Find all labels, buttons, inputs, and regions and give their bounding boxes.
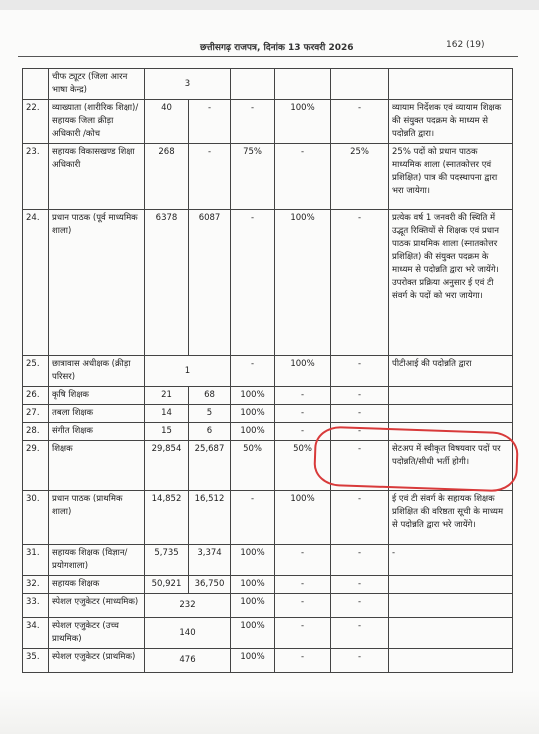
cell-c4: - <box>275 423 331 441</box>
cell-sn: 25. <box>23 356 49 387</box>
cell-c5: - <box>331 491 389 545</box>
table-row <box>23 356 513 387</box>
cell-c1: 6378 <box>145 210 189 356</box>
cell-c2: - <box>189 100 231 144</box>
cell-c5: - <box>331 405 389 423</box>
cell-remarks: ई एवं टी संवर्ग के सहायक शिक्षक प्रशिक्षित की वरिष्ठता सूची के माध्यम से पदोन्नति द्वारा भरे जायेंगे। <box>389 491 513 545</box>
cell-sn <box>23 69 49 100</box>
cell-c1: 3 <box>145 69 231 100</box>
table-row <box>23 144 513 210</box>
cell-c4: - <box>275 387 331 405</box>
cell-post: व्याख्याता (शारीरिक शिक्षा)/ सहायक जिला क्रीड़ा अधिकारी /कोच <box>49 100 145 144</box>
cell-remarks <box>389 423 513 441</box>
cell-c4: - <box>275 405 331 423</box>
cell-remarks <box>389 69 513 100</box>
cell-sn: 24. <box>23 210 49 356</box>
cell-c1: 268 <box>145 144 189 210</box>
cell-c3: - <box>231 356 275 387</box>
page-top-edge <box>0 0 539 10</box>
page-number: 162 (19) <box>446 40 485 50</box>
cell-c4: - <box>275 144 331 210</box>
cell-post: तबला शिक्षक <box>49 405 145 423</box>
cell-c4: 100% <box>275 491 331 545</box>
cell-c1: 14,852 <box>145 491 189 545</box>
table-row <box>23 100 513 144</box>
cell-c4: 100% <box>275 100 331 144</box>
posts-table <box>22 68 513 673</box>
cell-post: सहायक शिक्षक <box>49 576 145 594</box>
cell-post: सहायक शिक्षक (विज्ञान/ प्रयोगशाला) <box>49 545 145 576</box>
cell-sn: 31. <box>23 545 49 576</box>
cell-c3: 100% <box>231 405 275 423</box>
cell-c1: 50,921 <box>145 576 189 594</box>
cell-sn: 26. <box>23 387 49 405</box>
cell-c1: 140 <box>145 618 231 649</box>
cell-sn: 33. <box>23 594 49 618</box>
cell-c1: 476 <box>145 649 231 673</box>
table-row <box>23 618 513 649</box>
cell-post: स्पेशल एजुकेटर (उच्च प्राथमिक) <box>49 618 145 649</box>
cell-c1: 14 <box>145 405 189 423</box>
cell-c1: 5,735 <box>145 545 189 576</box>
table-row <box>23 545 513 576</box>
cell-c4: 100% <box>275 210 331 356</box>
cell-c1: 21 <box>145 387 189 405</box>
cell-c3: 50% <box>231 441 275 491</box>
cell-remarks <box>389 405 513 423</box>
table-row <box>23 649 513 673</box>
cell-c3: - <box>231 491 275 545</box>
cell-remarks <box>389 576 513 594</box>
cell-c5: - <box>331 576 389 594</box>
page-bottom-margin <box>0 690 539 734</box>
cell-sn: 34. <box>23 618 49 649</box>
cell-remarks <box>389 387 513 405</box>
cell-c5: - <box>331 545 389 576</box>
cell-remarks: - <box>389 545 513 576</box>
cell-sn: 28. <box>23 423 49 441</box>
cell-c3: 100% <box>231 618 275 649</box>
cell-c2: 68 <box>189 387 231 405</box>
cell-remarks: 25% पदों को प्रधान पाठक माध्यमिक शाला (स्नातकोत्तर एवं प्रशिक्षित) पात्र की पदस्थापना द्वारा भरा जायेगा। <box>389 144 513 210</box>
cell-post: सहायक विकासखण्ड शिक्षा अधिकारी <box>49 144 145 210</box>
cell-c4 <box>275 69 331 100</box>
cell-post: छात्रावास अधीक्षक (क्रीड़ा परिसर) <box>49 356 145 387</box>
table-row <box>23 69 513 100</box>
cell-c1: 15 <box>145 423 189 441</box>
cell-c5 <box>331 69 389 100</box>
cell-post: प्रधान पाठक (प्राथमिक शाला) <box>49 491 145 545</box>
cell-c4: - <box>275 545 331 576</box>
cell-post: चीफ ट्यूटर (जिला आरन भाषा केन्द्र) <box>49 69 145 100</box>
cell-c3: - <box>231 210 275 356</box>
cell-c3 <box>231 69 275 100</box>
cell-c4: - <box>275 618 331 649</box>
gazette-header-title: छत्तीसगढ़ राजपत्र, दिनांक 13 फरवरी 2026 <box>200 43 354 53</box>
cell-post: शिक्षक <box>49 441 145 491</box>
cell-post: प्रधान पाठक (पूर्व माध्यमिक शाला) <box>49 210 145 356</box>
cell-remarks: व्यायाम निर्देशक एवं व्यायाम शिक्षक की संयुक्त पदक्रम के माध्यम से पदोन्नति द्वारा। <box>389 100 513 144</box>
header-divider <box>18 56 518 57</box>
cell-c5: - <box>331 210 389 356</box>
cell-sn: 22. <box>23 100 49 144</box>
table-row <box>23 210 513 356</box>
cell-c4: - <box>275 576 331 594</box>
cell-c3: 100% <box>231 649 275 673</box>
cell-c5: - <box>331 356 389 387</box>
cell-c1: 232 <box>145 594 231 618</box>
cell-c2: 6087 <box>189 210 231 356</box>
cell-sn: 30. <box>23 491 49 545</box>
cell-c2: 6 <box>189 423 231 441</box>
cell-c4: 50% <box>275 441 331 491</box>
cell-c4: - <box>275 649 331 673</box>
cell-c1: 40 <box>145 100 189 144</box>
table-row <box>23 405 513 423</box>
cell-c2: - <box>189 144 231 210</box>
table-row <box>23 387 513 405</box>
cell-c3: 100% <box>231 387 275 405</box>
cell-c2: 16,512 <box>189 491 231 545</box>
cell-post: कृषि शिक्षक <box>49 387 145 405</box>
cell-c5: - <box>331 618 389 649</box>
cell-sn: 32. <box>23 576 49 594</box>
cell-c3: 100% <box>231 545 275 576</box>
cell-c3: 100% <box>231 594 275 618</box>
cell-post: स्पेशल एजुकेटर (प्राथमिक) <box>49 649 145 673</box>
cell-c4: 100% <box>275 356 331 387</box>
cell-c3: 100% <box>231 423 275 441</box>
cell-post: स्पेशल एजुकेटर (माध्यमिक) <box>49 594 145 618</box>
cell-c2: 3,374 <box>189 545 231 576</box>
cell-c3: - <box>231 100 275 144</box>
cell-c2: 36,750 <box>189 576 231 594</box>
cell-c5: 25% <box>331 144 389 210</box>
cell-sn: 27. <box>23 405 49 423</box>
cell-c3: 100% <box>231 576 275 594</box>
cell-c3: 75% <box>231 144 275 210</box>
cell-sn: 35. <box>23 649 49 673</box>
cell-c2: 25,687 <box>189 441 231 491</box>
cell-c5: - <box>331 423 389 441</box>
cell-remarks <box>389 618 513 649</box>
cell-c5: - <box>331 649 389 673</box>
cell-c5: - <box>331 100 389 144</box>
cell-sn: 29. <box>23 441 49 491</box>
cell-sn: 23. <box>23 144 49 210</box>
cell-c5: - <box>331 441 389 491</box>
table-row <box>23 491 513 545</box>
cell-remarks <box>389 594 513 618</box>
cell-post: संगीत शिक्षक <box>49 423 145 441</box>
table-row <box>23 594 513 618</box>
cell-c5: - <box>331 387 389 405</box>
cell-c2: 5 <box>189 405 231 423</box>
cell-c1: 29,854 <box>145 441 189 491</box>
cell-c4: - <box>275 594 331 618</box>
table-row <box>23 423 513 441</box>
table-row <box>23 441 513 491</box>
cell-remarks <box>389 649 513 673</box>
cell-c5: - <box>331 594 389 618</box>
table-row <box>23 576 513 594</box>
cell-remarks: पीटीआई की पदोन्नति द्वारा <box>389 356 513 387</box>
cell-c1: 1 <box>145 356 231 387</box>
cell-remarks: प्रत्येक वर्ष 1 जनवरी की स्थिति में उद्भूत रिक्तियों से शिक्षक एवं प्रधान पाठक प्राथमिक शाला (स्नातकोत्तर प्रशिक्षित) की संयुक्त पदक्रम के माध्यम से पदोन्नति द्वारा भरे जायेंगे। उपरोक्त प्रक्रिया अनुसार ई एवं टी संवर्ग के पदों को भरा जायेगा। <box>389 210 513 356</box>
cell-remarks: सेटअप में स्वीकृत विषयवार पदों पर पदोन्नति/सीधी भर्ती होगी। <box>389 441 513 491</box>
